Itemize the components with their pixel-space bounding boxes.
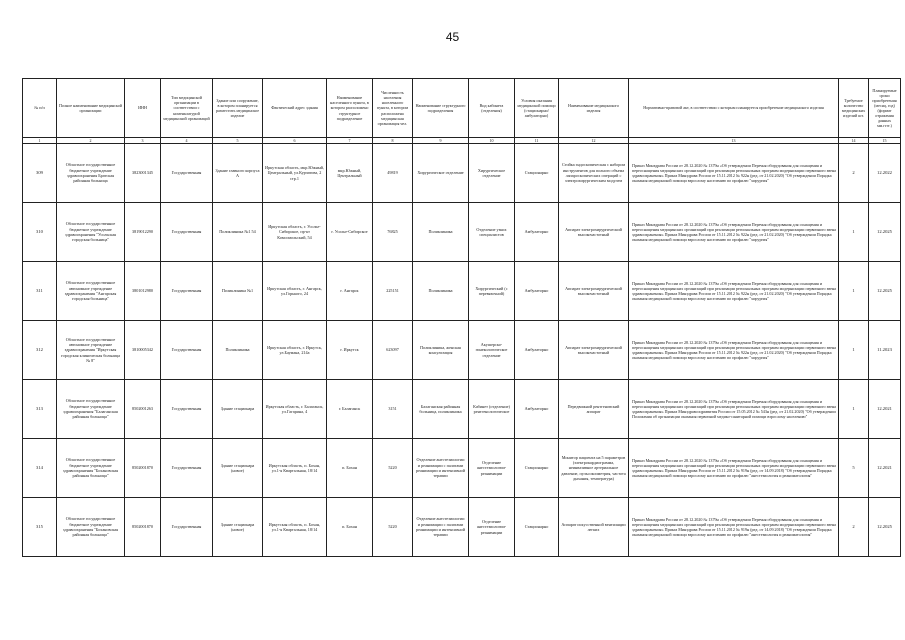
quantity-value: 2 — [839, 144, 869, 203]
unit-name: Отделение анестезиологии и реанимации с палатами реанимации и интенсивной терапии — [413, 498, 469, 557]
table-row — [23, 144, 901, 203]
column-number: 2 — [57, 138, 125, 144]
quantity-value: 5 — [839, 439, 869, 498]
building-name: Здание стационара (новое) — [213, 439, 263, 498]
column-number: 10 — [469, 138, 515, 144]
col-header-population: Численность населения населенного пункта, в котором расположена медицинская организация чел. — [373, 79, 413, 138]
cabinet-name: Отделение узких специалистов — [469, 203, 515, 262]
normative-act: Приказ Минздрава России от 28.12.2020 № 1379н «Об утверждении Перечня оборудования для оснащения и переоснащения медицинских организаций при реализации региональных программ модернизации первичного звена здравоохранения» Приказ Минздрава России от 15.11.2012 № 919н (ред. от 14.09.2018) "Об утверждении Порядка оказания медицинской помощи взрослому населению по профилю "анестезиология и реаниматология" — [629, 498, 839, 557]
column-number: 14 — [839, 138, 869, 144]
row-index: 314 — [23, 439, 57, 498]
org-type: Государственная — [161, 439, 213, 498]
org-type: Государственная — [161, 498, 213, 557]
address-value: Иркутская область, мкр.Южный, Центральный, ул.Курчатова, 2 стр.1 — [263, 144, 327, 203]
column-number: 1 — [23, 138, 57, 144]
equipment-registry-table — [22, 78, 901, 557]
locality-name: г. Усолье-Сибирское — [327, 203, 373, 262]
purchase-date: 12.2025 — [869, 262, 901, 321]
org-type: Государственная — [161, 321, 213, 380]
col-header-inn: ИНН — [125, 79, 161, 138]
org-type: Государственная — [161, 203, 213, 262]
col-header-quantity: Требуемое количество медицинских изделий шт. — [839, 79, 869, 138]
table-row — [23, 498, 901, 557]
device-name: Аппарат искусственной вентиляции легких — [559, 498, 629, 557]
unit-name: Балаганская районная больница, поликлиника — [413, 380, 469, 439]
row-index: 311 — [23, 262, 57, 321]
table-body — [23, 144, 901, 557]
address-value: Иркутская область, г. Иркутск, ул.Баумана, 214а — [263, 321, 327, 380]
purchase-date: 12.2025 — [869, 498, 901, 557]
normative-act: Приказ Минздрава России от 28.12.2020 № 1379н «Об утверждении Перечня оборудования для оснащения и переоснащения медицинских организаций при реализации региональных программ модернизации первичного звена здравоохранения» Приказ Минздрава России от 15.11.2012 № 922н (ред. от 21.02.2020) "Об утверждении Порядка оказания медицинской помощи взрослому населению по профилю "хирургия" — [629, 321, 839, 380]
building-name: Здание стационара — [213, 380, 263, 439]
normative-act: Приказ Минздрава России от 28.12.2020 № 1379н «Об утверждении Перечня оборудования для оснащения и переоснащения медицинских организаций при реализации региональных программ модернизации первичного звена здравоохранения» Приказ Минздравсоцразвития России от 15.05.2012 № 543н (ред. от 21.02.2020) "Об утверждении Положения об организации оказания первичной медико-санитарной помощи взрослому населению" — [629, 380, 839, 439]
care-conditions: Амбулаторно — [515, 380, 559, 439]
column-number: 11 — [515, 138, 559, 144]
inn-value: 8502001870 — [125, 439, 161, 498]
row-index: 310 — [23, 203, 57, 262]
building-name: Поликлиника №1 — [213, 262, 263, 321]
building-name: Здание главного корпуса А — [213, 144, 263, 203]
building-name: Поликлиника №1 54 — [213, 203, 263, 262]
address-value: Иркутская область, п. Бохан, ул.1-я Квартальная, 18/14 — [263, 439, 327, 498]
locality-name: мкр.Южный, Центральный — [327, 144, 373, 203]
unit-name: Отделение анестезиологии и реанимации с палатами реанимации и интенсивной терапии — [413, 439, 469, 498]
org-type: Государственная — [161, 380, 213, 439]
col-header-address: Фактический адрес здания — [263, 79, 327, 138]
device-name: Передвижной рентгеновский аппарат — [559, 380, 629, 439]
quantity-value: 2 — [839, 498, 869, 557]
organization-name: Областное государственное бюджетное учреждение здравоохранения "Балаганская районная больница" — [57, 380, 125, 439]
locality-name: п. Бохан — [327, 439, 373, 498]
purchase-date: 12.2021 — [869, 380, 901, 439]
cabinet-name: Хирургическое отделение — [469, 144, 515, 203]
population-value: 3151 — [373, 380, 413, 439]
unit-name: Хирургическое отделение — [413, 144, 469, 203]
row-index: 313 — [23, 380, 57, 439]
organization-name: Областное государственное бюджетное учреждение здравоохранения Братская районная больница — [57, 144, 125, 203]
cabinet-name: Акушерско-гинекологическое отделение — [469, 321, 515, 380]
organization-name: Областное государственное автономное учреждение здравоохранения "Ангарская городская больница" — [57, 262, 125, 321]
organization-name: Областное государственное бюджетное учреждение здравоохранения "Бохановская районная больница" — [57, 498, 125, 557]
locality-name: п. Бохан — [327, 498, 373, 557]
population-value: 76825 — [373, 203, 413, 262]
row-index: 312 — [23, 321, 57, 380]
column-number: 9 — [413, 138, 469, 144]
device-name: Аппарат электрохирургический высокочастотный — [559, 203, 629, 262]
col-header-device: Наименование медицинского изделия — [559, 79, 629, 138]
column-number: 7 — [327, 138, 373, 144]
device-name: Аппарат электрохирургический высокочастотный — [559, 321, 629, 380]
table-row — [23, 203, 901, 262]
address-value: Иркутская область, г. Усолье-Сибирское, пр-кт Комсомольский, 54 — [263, 203, 327, 262]
purchase-date: 11.2023 — [869, 321, 901, 380]
population-value: 623097 — [373, 321, 413, 380]
column-number: 5 — [213, 138, 263, 144]
inn-value: 3810005342 — [125, 321, 161, 380]
population-value: 5220 — [373, 439, 413, 498]
row-index: 315 — [23, 498, 57, 557]
header-row — [23, 79, 901, 138]
col-header-locality: Наименование населенного пункта, в котором расположено структурное подразделение — [327, 79, 373, 138]
locality-name: г. Балаганск — [327, 380, 373, 439]
normative-act: Приказ Минздрава России от 28.12.2020 № 1379н «Об утверждении Перечня оборудования для оснащения и переоснащения медицинских организаций при реализации региональных программ модернизации первичного звена здравоохранения» Приказ Минздрава России от 15.11.2012 № 919н (ред. от 14.09.2018) "Об утверждении Порядка оказания медицинской помощи взрослому населению по профилю "анестезиология и реаниматология" — [629, 439, 839, 498]
device-name: Стойка эндоскопическая с набором инструментов для полного объема лапароскопических операций с электрохирургическим модулем — [559, 144, 629, 203]
column-number: 3 — [125, 138, 161, 144]
quantity-value: 1 — [839, 380, 869, 439]
page-number: 45 — [445, 30, 460, 44]
column-number: 4 — [161, 138, 213, 144]
col-header-organization: Полное наименование медицинской организации — [57, 79, 125, 138]
locality-name: г. Ангарск — [327, 262, 373, 321]
inn-value: 8502001870 — [125, 498, 161, 557]
col-header-normative-act: Нормативно-правовой акт, в соответствии с которым планируется приобретение медицинского изделия — [629, 79, 839, 138]
col-header-building: Здание или сооружение, в котором планируется разместить медицинское изделие — [213, 79, 263, 138]
normative-act: Приказ Минздрава России от 28.12.2020 № 1379н «Об утверждении Перечня оборудования для оснащения и переоснащения медицинских организаций при реализации региональных программ модернизации первичного звена здравоохранения» Приказ Минздрава России от 15.11.2012 № 922н (ред. от 21.02.2020) "Об утверждении Порядка оказания медицинской помощи взрослому населению по профилю "хирургия" — [629, 262, 839, 321]
locality-name: г. Иркутск — [327, 321, 373, 380]
org-type: Государственная — [161, 144, 213, 203]
organization-name: Областное государственное бюджетное учреждение здравоохранения "Бохановская районная больница" — [57, 439, 125, 498]
column-number: 8 — [373, 138, 413, 144]
care-conditions: Стационарно — [515, 144, 559, 203]
quantity-value: 1 — [839, 203, 869, 262]
col-header-cabinet: Вид кабинета (отделения) — [469, 79, 515, 138]
unit-name: Поликлиника — [413, 262, 469, 321]
organization-name: Областное государственное бюджетное учреждение здравоохранения "Усольская городская больница" — [57, 203, 125, 262]
purchase-date: 12.2025 — [869, 203, 901, 262]
table-row — [23, 321, 901, 380]
care-conditions: Амбулаторно — [515, 321, 559, 380]
table-row — [23, 380, 901, 439]
unit-name: Поликлиника — [413, 203, 469, 262]
address-value: Иркутская область, п. Бохан, ул.1-я Квартальная, 18/14 — [263, 498, 327, 557]
device-name: Аппарат электрохирургический высокочастотный — [559, 262, 629, 321]
cabinet-name: Отделение анестезиологии-реанимации — [469, 498, 515, 557]
address-value: Иркутская область, г. Балаганск, ул.Гагарина, 4 — [263, 380, 327, 439]
cabinet-name: Хирургический (с перевязочной) — [469, 262, 515, 321]
device-name: Монитор пациента на 5 параметров (электрокардиограмма, неинвазивное артериальное давление, пульсоксиметрия, частота дыхания, температура) — [559, 439, 629, 498]
column-number: 13 — [629, 138, 839, 144]
organization-name: Областное государственное автономное учреждение здравоохранения "Иркутская городская клиническая больница № 8" — [57, 321, 125, 380]
quantity-value: 1 — [839, 321, 869, 380]
org-type: Государственная — [161, 262, 213, 321]
building-name: Здание стационара (новое) — [213, 498, 263, 557]
building-name: Поликлиника — [213, 321, 263, 380]
population-value: 5220 — [373, 498, 413, 557]
address-value: Иркутская область, г. Ангарск, ул.Горького, 24 — [263, 262, 327, 321]
care-conditions: Стационарно — [515, 439, 559, 498]
table-row — [23, 262, 901, 321]
inn-value: 8502001263 — [125, 380, 161, 439]
quantity-value: 1 — [839, 262, 869, 321]
column-number: 15 — [869, 138, 901, 144]
cabinet-name: Кабинет (отделение) рентгенологическое — [469, 380, 515, 439]
col-header-org-type: Тип медицинской организации в соответствии с номенклатурой медицинский организаций — [161, 79, 213, 138]
purchase-date: 12.2021 — [869, 439, 901, 498]
column-number: 6 — [263, 138, 327, 144]
cabinet-name: Отделение анестезиологии-реанимации — [469, 439, 515, 498]
col-header-unit: Наименование структурного подразделения — [413, 79, 469, 138]
normative-act: Приказ Минздрава России от 28.12.2020 № 1379н «Об утверждении Перечня оборудования для оснащения и переоснащения медицинских организаций при реализации региональных программ модернизации первичного звена здравоохранения» Приказ Минздрава России от 15.11.2012 № 922н (ред. от 21.02.2020) "Об утверждении Порядка оказания медицинской помощи взрослому населению по профилю "хирургия" — [629, 203, 839, 262]
inn-value: 3801012980 — [125, 262, 161, 321]
table-row — [23, 439, 901, 498]
inn-value: 3823001345 — [125, 144, 161, 203]
col-header-index: № п/п — [23, 79, 57, 138]
column-number: 12 — [559, 138, 629, 144]
inn-value: 3819012290 — [125, 203, 161, 262]
col-header-date: Планируемые сроки приобретения (месяц, год) (формат отражения данных мм.гггг.) — [869, 79, 901, 138]
unit-name: Поликлиника, женская консультация — [413, 321, 469, 380]
care-conditions: Стационарно — [515, 498, 559, 557]
col-header-conditions: Условия оказания медицинской помощи (стационарно/амбулаторно) — [515, 79, 559, 138]
row-index: 309 — [23, 144, 57, 203]
purchase-date: 12.2022 — [869, 144, 901, 203]
normative-act: Приказ Минздрава России от 28.12.2020 № 1379н «Об утверждении Перечня оборудования для оснащения и переоснащения медицинских организаций при реализации региональных программ модернизации первичного звена здравоохранения» Приказ Минздрава России от 15.11.2012 № 922н (ред. от 21.02.2020) "Об утверждении Порядка оказания медицинской помощи взрослому населению по профилю "хирургия" — [629, 144, 839, 203]
population-value: 49819 — [373, 144, 413, 203]
care-conditions: Амбулаторно — [515, 262, 559, 321]
care-conditions: Амбулаторно — [515, 203, 559, 262]
population-value: 225151 — [373, 262, 413, 321]
